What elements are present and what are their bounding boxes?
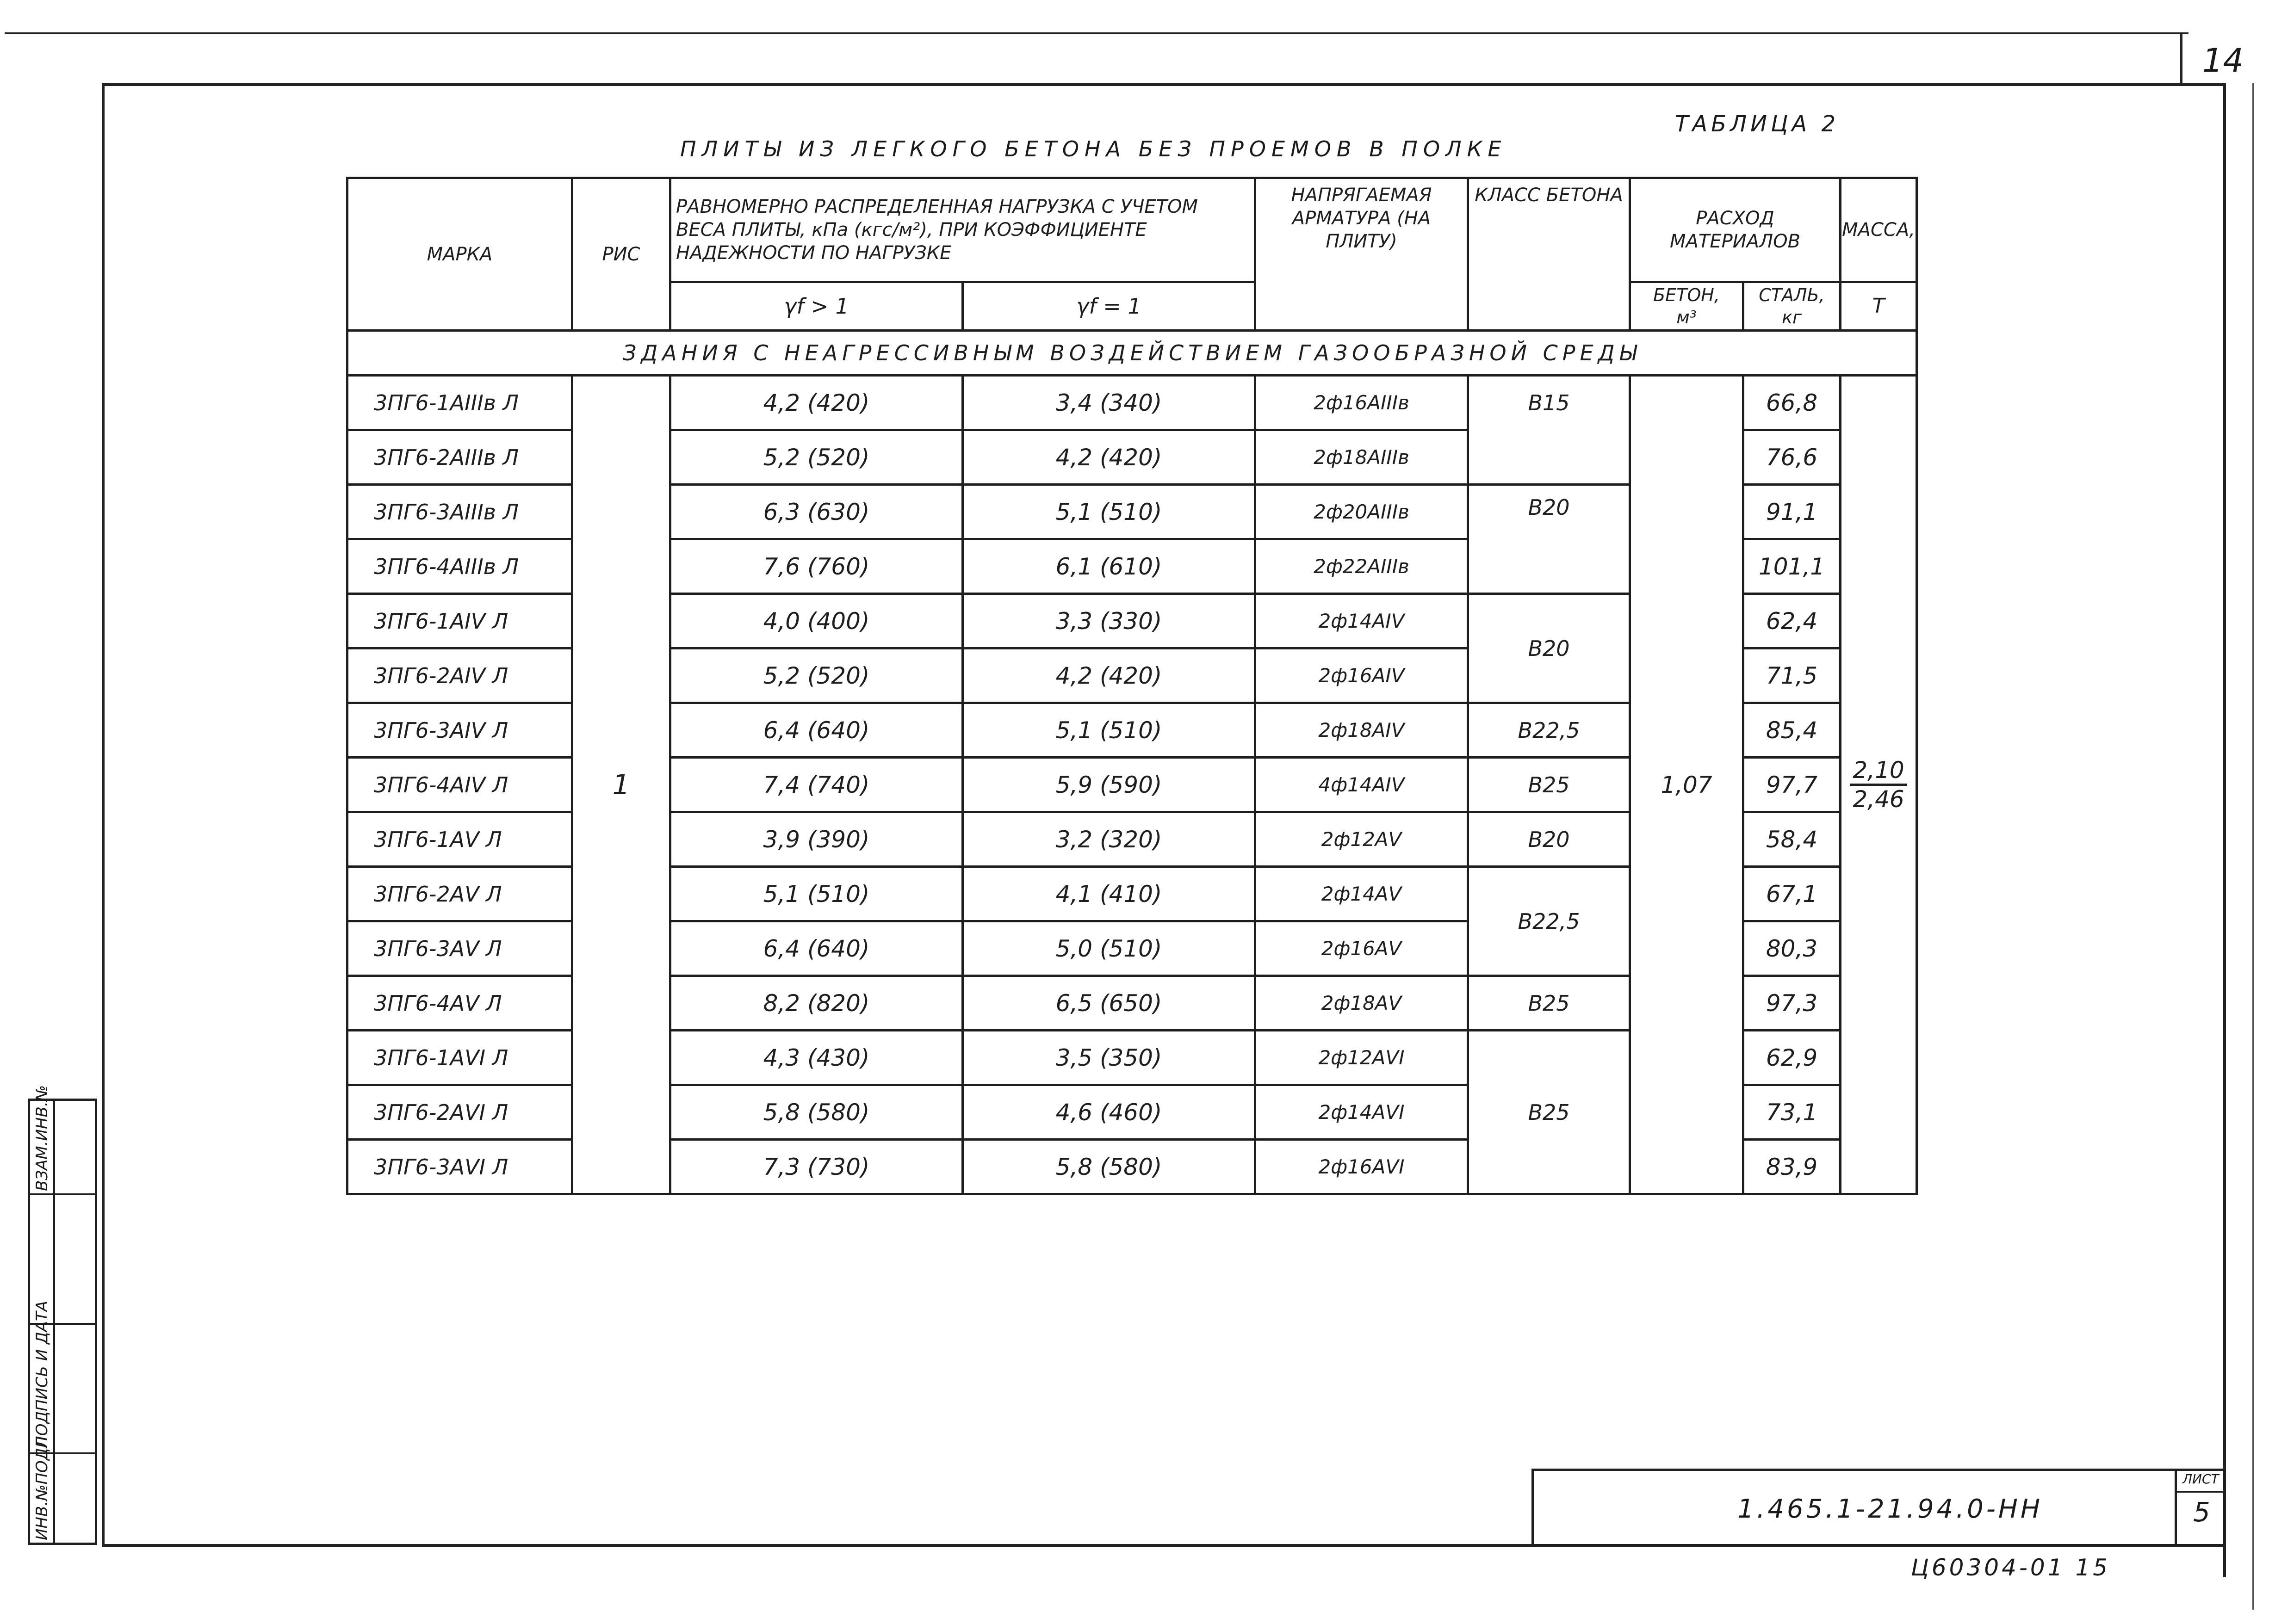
row-rebar: 2ф22АIIIв	[1255, 539, 1468, 594]
row-load-gt1: 6,4 (640)	[670, 921, 963, 976]
row-steel: 58,4	[1743, 812, 1841, 867]
row-rebar: 4ф14АIV	[1255, 758, 1468, 812]
row-load-gt1: 7,4 (740)	[670, 758, 963, 812]
row-mark: 3ПГ6-2АV Л	[347, 867, 572, 921]
row-load-gt1: 4,3 (430)	[670, 1031, 963, 1085]
concrete-class-cell: В15	[1468, 376, 1630, 485]
concrete-class-cell: В22,5	[1468, 867, 1630, 976]
doc-code: 1.465.1-21.94.0-НН	[1737, 1494, 2043, 1524]
row-steel: 83,9	[1743, 1140, 1841, 1194]
row-rebar: 2ф20АIIIв	[1255, 485, 1468, 539]
row-load-gt1: 4,0 (400)	[670, 594, 963, 648]
frame-left	[102, 83, 105, 1545]
row-load-eq1: 4,6 (460)	[963, 1085, 1255, 1140]
row-load-eq1: 3,2 (320)	[963, 812, 1255, 867]
row-steel: 85,4	[1743, 703, 1841, 758]
row-load-gt1: 8,2 (820)	[670, 976, 963, 1031]
title-block	[1531, 1469, 2226, 1546]
concrete-class-cell: В20	[1468, 594, 1630, 703]
sheet-label: ЛИСТ	[2182, 1471, 2219, 1487]
header-load: РАВНОМЕРНО РАСПРЕДЕЛЕННАЯ НАГРУЗКА С УЧЕТОМ ВЕСА ПЛИТЫ, кПа (кгс/м²), ПРИ КОЭФФИЦИЕНТЕ НАДЕЖНОСТИ ПО НАГРУЗКЕ	[670, 178, 1255, 282]
fig-cell: 1	[572, 376, 670, 1194]
row-load-eq1: 5,1 (510)	[963, 703, 1255, 758]
header-concrete-class: КЛАСС БЕТОНА	[1468, 178, 1630, 331]
sheet-number: 5	[2193, 1496, 2210, 1528]
row-rebar: 2ф12АV	[1255, 812, 1468, 867]
row-steel: 73,1	[1743, 1085, 1841, 1140]
row-load-gt1: 4,2 (420)	[670, 376, 963, 430]
header-concrete	[1630, 282, 1743, 331]
row-steel: 80,3	[1743, 921, 1841, 976]
row-load-gt1: 3,9 (390)	[670, 812, 963, 867]
footer-code: Ц60304-01 15	[1911, 1554, 2111, 1581]
row-load-gt1: 7,6 (760)	[670, 539, 963, 594]
row-rebar: 2ф14АV	[1255, 867, 1468, 921]
table-title: ПЛИТЫ ИЗ ЛЕГКОГО БЕТОНА БЕЗ ПРОЕМОВ В ПОЛКЕ	[680, 136, 1507, 161]
section-title: ЗДАНИЯ С НЕАГРЕССИВНЫМ ВОЗДЕЙСТВИЕМ ГАЗООБРАЗНОЙ СРЕДЫ	[347, 331, 1917, 376]
row-rebar: 2ф16АIV	[1255, 648, 1468, 703]
sheet-label-divider	[2177, 1491, 2226, 1493]
corner-box-left	[2180, 32, 2182, 86]
concrete-class-cell: В25	[1468, 758, 1630, 812]
row-mark: 3ПГ6-4АV Л	[347, 976, 572, 1031]
plates-table	[346, 177, 1918, 1195]
row-steel: 66,8	[1743, 376, 1841, 430]
header-fig: РИС	[572, 178, 670, 331]
mass-value-top: 2,10	[1850, 757, 1907, 786]
header-mark: МАРКА	[347, 178, 572, 331]
row-mark: 3ПГ6-1АIV Л	[347, 594, 572, 648]
header-load-gt1: γf > 1	[670, 282, 963, 331]
row-steel: 97,7	[1743, 758, 1841, 812]
side-stamp-sep-1	[30, 1193, 95, 1195]
row-steel: 76,6	[1743, 430, 1841, 485]
row-steel: 62,4	[1743, 594, 1841, 648]
row-steel: 67,1	[1743, 867, 1841, 921]
row-load-gt1: 5,2 (520)	[670, 648, 963, 703]
row-load-gt1: 7,3 (730)	[670, 1140, 963, 1194]
row-load-eq1: 6,5 (650)	[963, 976, 1255, 1031]
row-mark: 3ПГ6-1АVI Л	[347, 1031, 572, 1085]
header-concrete-label: БЕТОН,	[1653, 285, 1720, 305]
row-steel: 62,9	[1743, 1031, 1841, 1085]
row-mark: 3ПГ6-3АVI Л	[347, 1140, 572, 1194]
row-load-eq1: 6,1 (610)	[963, 539, 1255, 594]
row-load-gt1: 5,2 (520)	[670, 430, 963, 485]
row-load-gt1: 6,3 (630)	[670, 485, 963, 539]
concrete-class-cell: В25	[1468, 976, 1630, 1031]
row-rebar: 2ф16АV	[1255, 921, 1468, 976]
row-rebar: 2ф16АIIIв	[1255, 376, 1468, 430]
row-load-eq1: 3,5 (350)	[963, 1031, 1255, 1085]
concrete-class-cell: В20	[1468, 485, 1630, 594]
row-load-eq1: 5,9 (590)	[963, 758, 1255, 812]
row-mark: 3ПГ6-3АIV Л	[347, 703, 572, 758]
header-concrete-unit: м³	[1676, 307, 1697, 327]
row-mark: 3ПГ6-2АIIIв Л	[347, 430, 572, 485]
header-rebar: НАПРЯГАЕМАЯ АРМАТУРА (НА ПЛИТУ)	[1255, 178, 1468, 331]
mass-cell	[1841, 376, 1917, 1194]
row-rebar: 2ф16АVI	[1255, 1140, 1468, 1194]
header-consumption: РАСХОД МАТЕРИАЛОВ	[1630, 178, 1841, 282]
frame-top	[102, 83, 2226, 86]
row-load-eq1: 5,0 (510)	[963, 921, 1255, 976]
frame-top-outer	[5, 32, 2188, 34]
header-mass-unit: Т	[1841, 282, 1917, 331]
side-stamp	[28, 1085, 97, 1545]
header-steel-label: СТАЛЬ,	[1759, 285, 1825, 305]
row-load-eq1: 5,8 (580)	[963, 1140, 1255, 1194]
header-steel-unit: кг	[1782, 307, 1802, 327]
concrete-class-cell: В20	[1468, 812, 1630, 867]
row-load-gt1: 5,8 (580)	[670, 1085, 963, 1140]
row-load-eq1: 4,2 (420)	[963, 430, 1255, 485]
header-steel	[1743, 282, 1841, 331]
row-load-gt1: 6,4 (640)	[670, 703, 963, 758]
frame-right	[2223, 83, 2226, 1577]
row-rebar: 2ф18АIIIв	[1255, 430, 1468, 485]
row-mark: 3ПГ6-1АV Л	[347, 812, 572, 867]
row-mark: 3ПГ6-3АV Л	[347, 921, 572, 976]
row-rebar: 2ф14АIV	[1255, 594, 1468, 648]
row-load-eq1: 5,1 (510)	[963, 485, 1255, 539]
row-load-eq1: 4,1 (410)	[963, 867, 1255, 921]
mass-value-bottom: 2,46	[1853, 786, 1904, 813]
row-rebar: 2ф18АV	[1255, 976, 1468, 1031]
row-load-gt1: 5,1 (510)	[670, 867, 963, 921]
row-steel: 101,1	[1743, 539, 1841, 594]
row-steel: 91,1	[1743, 485, 1841, 539]
header-load-eq1: γf = 1	[963, 282, 1255, 331]
row-mark: 3ПГ6-4АIV Л	[347, 758, 572, 812]
row-steel: 97,3	[1743, 976, 1841, 1031]
sheet-box	[2175, 1469, 2226, 1546]
row-load-eq1: 3,4 (340)	[963, 376, 1255, 430]
row-mark: 3ПГ6-3АIIIв Л	[347, 485, 572, 539]
table-caption: ТАБЛИЦА 2	[1675, 111, 1839, 137]
row-mark: 3ПГ6-2АIV Л	[347, 648, 572, 703]
outer-right-edge	[2252, 83, 2254, 1610]
side-stamp-divider	[53, 1101, 55, 1543]
row-mark: 3ПГ6-4АIIIв Л	[347, 539, 572, 594]
side-label-podpis: ПОДПИСЬ И ДАТА	[33, 1301, 51, 1448]
row-rebar: 2ф12АVI	[1255, 1031, 1468, 1085]
row-load-eq1: 3,3 (330)	[963, 594, 1255, 648]
row-rebar: 2ф14АVI	[1255, 1085, 1468, 1140]
concrete-volume-cell: 1,07	[1630, 376, 1743, 1194]
corner-page-number: 14	[2202, 42, 2244, 80]
side-label-inv-podl: ИНВ.№ПОДЛ	[33, 1436, 51, 1540]
side-label-vzam: ВЗАМ.ИНВ.№	[33, 1085, 51, 1191]
row-mark: 3ПГ6-2АVI Л	[347, 1085, 572, 1140]
row-steel: 71,5	[1743, 648, 1841, 703]
header-mass: МАССА,	[1841, 178, 1917, 282]
row-load-eq1: 4,2 (420)	[963, 648, 1255, 703]
concrete-class-cell: В22,5	[1468, 703, 1630, 758]
concrete-class-cell: В25	[1468, 1031, 1630, 1194]
row-mark: 3ПГ6-1АIIIв Л	[347, 376, 572, 430]
table-row	[347, 376, 1917, 430]
row-rebar: 2ф18АIV	[1255, 703, 1468, 758]
